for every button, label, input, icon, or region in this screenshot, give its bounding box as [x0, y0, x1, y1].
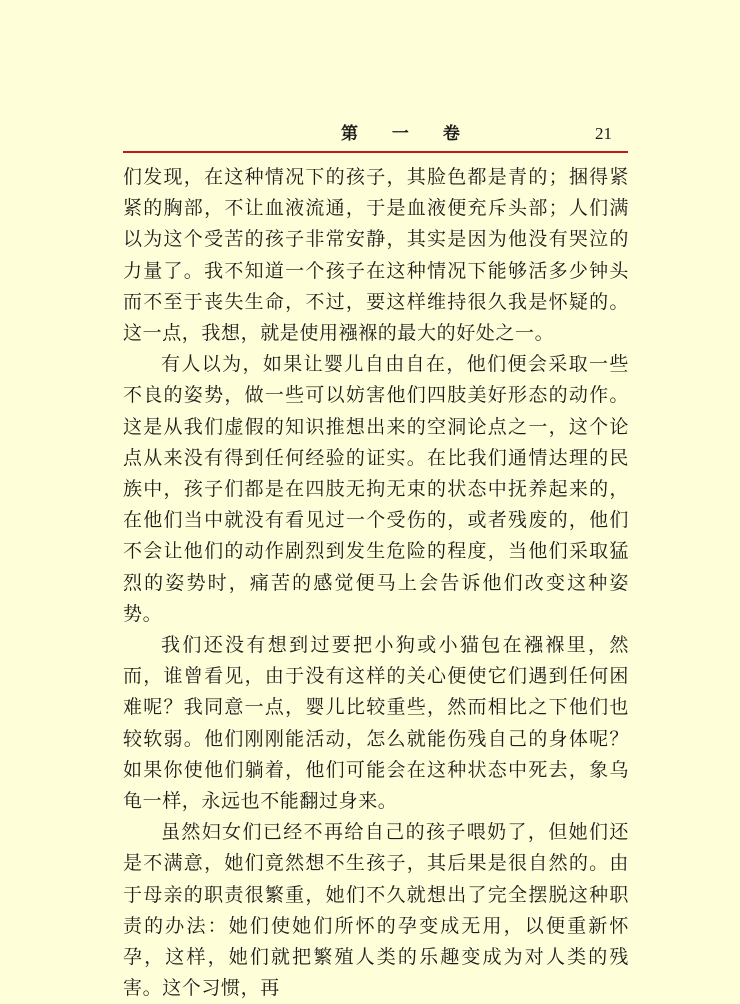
paragraph: 虽然妇女们已经不再给自己的孩子喂奶了，但她们还是不满意，她们竟然想不生孩子，其后果是很自然的。由于母亲的职责很繁重，她们不久就想出了完全摆脱这种职责的办法：她们使她们所怀的孕变成无用，以便重新怀孕，这样，她们就把繁殖人类的乐趣变成为对人类的残害。这个习惯，再 — [123, 821, 629, 1000]
paragraph: 我们还没有想到过要把小狗或小猫包在襁褓里，然而，谁曾看见，由于没有这样的关心便使它们遇到任何困难呢？我同意一点，婴儿比较重些，然而相比之下他们也较软弱。他们刚刚能活动，怎么就能伤残自己的身体呢？如果你使他们躺着，他们可能会在这种状态中死去，象乌龟一样，永远也不能翻过身来。 — [123, 634, 629, 813]
chapter-title: 第 一 卷 — [341, 124, 474, 144]
header-rule — [123, 151, 628, 153]
body-text — [123, 162, 629, 1004]
running-header — [123, 122, 628, 152]
paragraph: 有人以为，如果让婴儿自由自在，他们便会采取一些不良的姿势，做一些可以妨害他们四肢美好形态的动作。这是从我们虚假的知识推想出来的空洞论点之一，这个论点从来没有得到任何经验的证实。在比我们通情达理的民族中，孩子们都是在四肢无拘无束的状态中抚养起来的，在他们当中就没有看见过一个受伤的，或者残废的，他们不会让他们的动作剧烈到发生危险的程度，当他们采取猛烈的姿势时，痛苦的感觉便马上会告诉他们改变这种姿势。 — [123, 353, 629, 625]
paragraph-continued: 们发现，在这种情况下的孩子，其脸色都是青的；捆得紧紧的胸部，不让血液流通，于是血液便充斥头部；人们满以为这个受苦的孩子非常安静，其实是因为他没有哭泣的力量了。我不知道一个孩子在这种情况下能够活多少钟头而不至于丧失生命，不过，要这样维持很久我是怀疑的。这一点，我想，就是使用襁褓的最大的好处之一。 — [123, 166, 629, 345]
page-number: 21 — [595, 124, 612, 143]
